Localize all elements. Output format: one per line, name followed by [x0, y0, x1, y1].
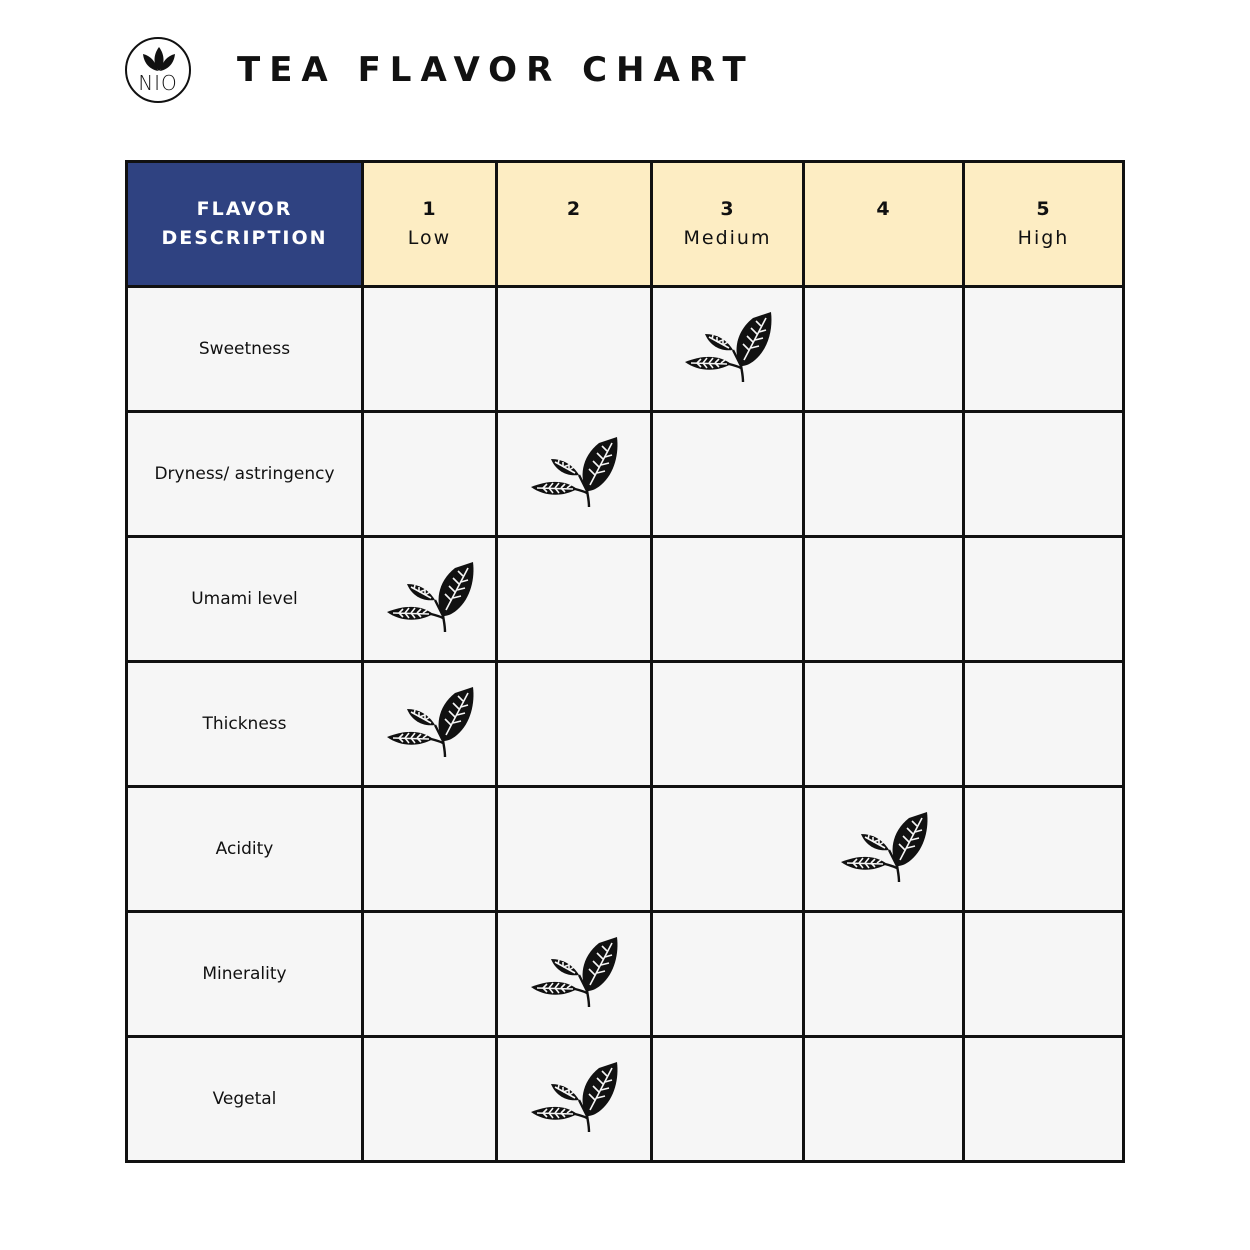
scale-header-3: [652, 162, 804, 287]
flavor-table: [125, 160, 1125, 1163]
header-row: [127, 162, 1124, 287]
scale-header-4: [804, 162, 964, 287]
rating-cell-1: [363, 537, 497, 662]
rating-cell-1: [363, 662, 497, 787]
flavor-label: Minerality: [127, 912, 363, 1037]
scale-header-5: [964, 162, 1124, 287]
scale-number: 2: [566, 198, 582, 220]
header-line-1: FLAVOR: [196, 198, 293, 220]
rating-cell-4: [804, 412, 964, 537]
table-row: [127, 537, 1124, 662]
scale-number: 3: [720, 198, 735, 220]
rating-cell-1: [363, 787, 497, 912]
scale-header-2: [497, 162, 652, 287]
rating-cell-4: [804, 662, 964, 787]
tea-leaf-icon: [529, 1060, 619, 1134]
table-row: [127, 287, 1124, 412]
table-row: [127, 412, 1124, 537]
rating-cell-1: [363, 412, 497, 537]
flavor-description-header: [127, 162, 363, 287]
rating-cell-3: [652, 287, 804, 412]
rating-cell-5: [964, 787, 1124, 912]
table-row: [127, 912, 1124, 1037]
nio-logo: [125, 37, 191, 103]
rating-cell-5: [964, 537, 1124, 662]
rating-cell-2: [497, 537, 652, 662]
rating-cell-2: [497, 662, 652, 787]
rating-cell-2: [497, 912, 652, 1037]
flavor-label: Sweetness: [127, 287, 363, 412]
header-line-2: DESCRIPTION: [161, 227, 328, 249]
flavor-label: Dryness/ astringency: [127, 412, 363, 537]
rating-cell-5: [964, 1037, 1124, 1162]
rating-cell-3: [652, 1037, 804, 1162]
scale-label: [498, 224, 650, 253]
scale-number: 4: [876, 198, 891, 220]
flavor-label: Vegetal: [127, 1037, 363, 1162]
rating-cell-1: [363, 1037, 497, 1162]
rating-cell-2: [497, 787, 652, 912]
rating-cell-5: [964, 912, 1124, 1037]
logo-leaf-icon: [139, 45, 179, 73]
tea-leaf-icon: [385, 560, 475, 634]
rating-cell-2: [497, 287, 652, 412]
logo-text: NIO: [138, 71, 178, 95]
table-row: [127, 787, 1124, 912]
rating-cell-1: [363, 287, 497, 412]
rating-cell-4: [804, 787, 964, 912]
tea-leaf-icon: [385, 685, 475, 759]
rating-cell-4: [804, 912, 964, 1037]
scale-label: [805, 224, 962, 253]
rating-cell-3: [652, 412, 804, 537]
rating-cell-3: [652, 787, 804, 912]
tea-leaf-icon: [529, 435, 619, 509]
rating-cell-4: [804, 537, 964, 662]
rating-cell-4: [804, 1037, 964, 1162]
tea-leaf-icon: [839, 810, 929, 884]
table-row: [127, 1037, 1124, 1162]
rating-cell-3: [652, 662, 804, 787]
rating-cell-5: [964, 287, 1124, 412]
scale-label: Medium: [683, 227, 772, 249]
header: [125, 35, 755, 105]
scale-header-1: [363, 162, 497, 287]
rating-cell-5: [964, 662, 1124, 787]
tea-leaf-icon: [683, 310, 773, 384]
rating-cell-2: [497, 412, 652, 537]
rating-cell-3: [652, 537, 804, 662]
scale-number: 5: [1036, 198, 1051, 220]
tea-leaf-icon: [529, 935, 619, 1009]
rating-cell-3: [652, 912, 804, 1037]
table-row: [127, 662, 1124, 787]
rating-cell-4: [804, 287, 964, 412]
scale-label: High: [1017, 227, 1070, 249]
rating-cell-1: [363, 912, 497, 1037]
scale-label: Low: [407, 227, 452, 249]
page-title: TEA FLAVOR CHART: [237, 50, 755, 90]
flavor-label: Umami level: [127, 537, 363, 662]
flavor-label: Thickness: [127, 662, 363, 787]
rating-cell-5: [964, 412, 1124, 537]
rating-cell-2: [497, 1037, 652, 1162]
scale-number: 1: [422, 198, 437, 220]
flavor-label: Acidity: [127, 787, 363, 912]
